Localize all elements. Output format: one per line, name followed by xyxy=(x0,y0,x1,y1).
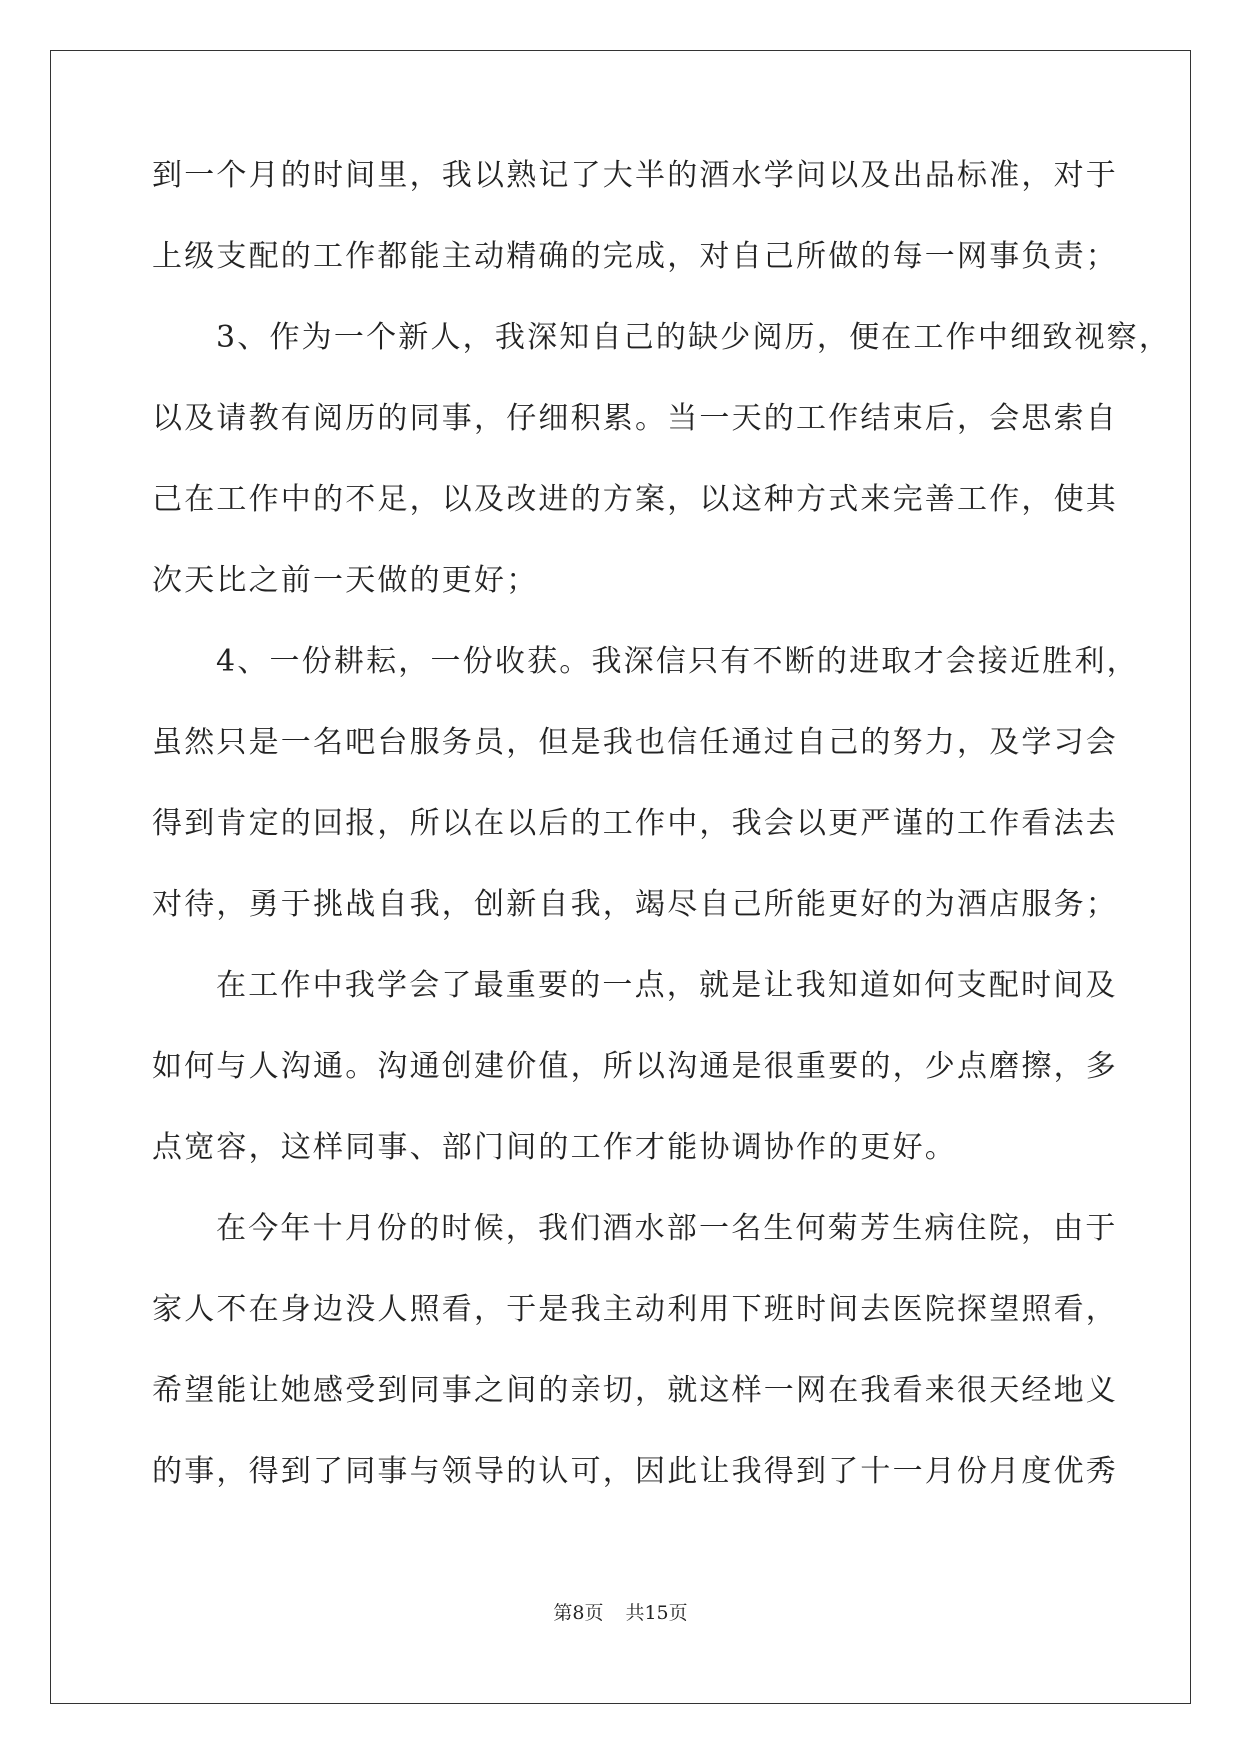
text-line: 希望能让她感受到同事之间的亲切，就这样一网在我看来很天经地义 xyxy=(152,1373,1118,1408)
text-line: 点宽容，这样同事、部门间的工作才能协调协作的更好。 xyxy=(152,1130,957,1165)
text-line: 3、作为一个新人，我深知自己的缺少阅历，便在工作中细致视察， xyxy=(216,320,1172,355)
text-line: 的事，得到了同事与领导的认可，因此让我得到了十一月份月度优秀 xyxy=(152,1454,1118,1489)
page-footer xyxy=(0,1598,1241,1625)
text-line: 虽然只是一名吧台服务员，但是我也信任通过自己的努力，及学习会 xyxy=(152,725,1118,760)
text-line: 在工作中我学会了最重要的一点，就是让我知道如何支配时间及 xyxy=(216,968,1118,1003)
text-line: 己在工作中的不足，以及改进的方案，以这种方式来完善工作，使其 xyxy=(152,482,1118,517)
document-body xyxy=(152,158,1172,1535)
text-line: 以及请教有阅历的同事，仔细积累。当一天的工作结束后，会思索自 xyxy=(152,401,1118,436)
text-line: 次天比之前一天做的更好； xyxy=(152,563,539,598)
text-line: 到一个月的时间里，我以熟记了大半的酒水学问以及出品标准，对于 xyxy=(152,158,1118,193)
text-line: 4、一份耕耘，一份收获。我深信只有不断的进取才会接近胜利， xyxy=(216,644,1139,679)
total-pages: 共15页 xyxy=(625,1602,688,1624)
page-number: 第8页 xyxy=(553,1602,604,1624)
text-line: 对待，勇于挑战自我，创新自我，竭尽自己所能更好的为酒店服务； xyxy=(152,887,1118,922)
text-line: 如何与人沟通。沟通创建价值，所以沟通是很重要的，少点磨擦，多 xyxy=(152,1049,1118,1084)
text-line: 在今年十月份的时候，我们酒水部一名生何菊芳生病住院，由于 xyxy=(216,1211,1118,1246)
text-line: 上级支配的工作都能主动精确的完成，对自己所做的每一网事负责； xyxy=(152,239,1118,274)
text-line: 家人不在身边没人照看，于是我主动利用下班时间去医院探望照看， xyxy=(152,1292,1118,1327)
text-line: 得到肯定的回报，所以在以后的工作中，我会以更严谨的工作看法去 xyxy=(152,806,1118,841)
